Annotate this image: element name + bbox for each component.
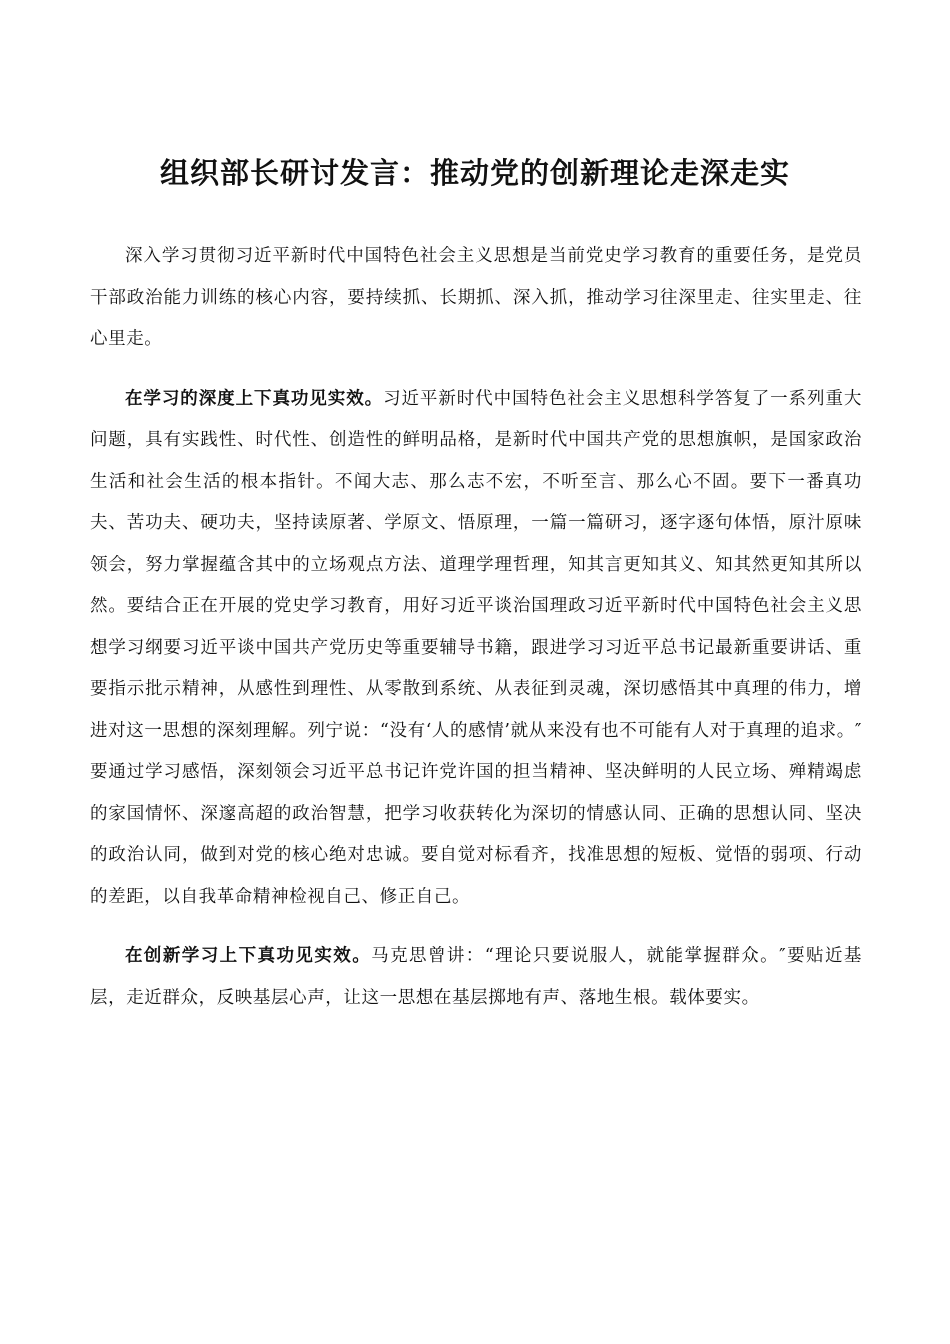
paragraph-text: 深入学习贯彻习近平新时代中国特色社会主义思想是当前党史学习教育的重要任务，是党员干部政治能力训练的核心内容，要持续抓、长期抓、深入抓，推动学习往深里走、往实里走、往心里走。 [90, 246, 862, 349]
paragraph-text: 马克思曾讲：“理论只要说服人，就能掌握群众。″要贴近基层，走近群众，反映基层心声，让这一思想在基层掷地有声、落地生根。载体要实。 [90, 946, 862, 1008]
paragraph-text: 习近平新时代中国特色社会主义思想科学答复了一系列重大问题，具有实践性、时代性、创造性的鲜明品格，是新时代中国共产党的思想旗帜，是国家政治生活和社会生活的根本指针。不闻大志、那么志不宏，不听至言、那么心不固。要下一番真功夫、苦功夫、硬功夫，坚持读原著、学原文、悟原理，一篇一篇研习，逐字逐句体悟，原汁原味领会，努力掌握蕴含其中的立场观点方法、道理学理哲理，知其言更知其义、知其然更知其所以然。要结合正在开展的党史学习教育，用好习近平谈治国理政习近平新时代中国特色社会主义思想学习纲要习近平谈中国共产党历史等重要辅导书籍，跟进学习习近平总书记最新重要讲话、重要指示批示精神，从感性到理性、从零散到系统、从表征到灵魂，深切感悟其中真理的伟力，增进对这一思想的深刻理解。列宁说：“没有‘人的感情’就从来没有也不可能有人对于真理的追求。″要通过学习感悟，深刻领会习近平总书记许党许国的担当精神、坚决鲜明的人民立场、殚精竭虑的家国情怀、深邃高超的政治智慧，把学习收获转化为深切的情感认同、正确的思想认同、坚决的政治认同，做到对党的核心绝对忠诚。要自觉对标看齐，找准思想的短板、觉悟的弱项、行动的差距，以自我革命精神检视自己、修正自己。 [90, 388, 862, 907]
paragraph-intro [90, 236, 862, 361]
paragraph-lead: 在学习的深度上下真功见实效。 [125, 388, 384, 409]
document-body [90, 236, 862, 1037]
document-title: 组织部长研讨发言：推动党的创新理论走深走实 [159, 156, 790, 190]
paragraph-study-depth [90, 379, 862, 919]
paragraph-lead: 在创新学习上下真功见实效。 [125, 946, 372, 966]
paragraph-study-innovation [90, 936, 862, 1019]
